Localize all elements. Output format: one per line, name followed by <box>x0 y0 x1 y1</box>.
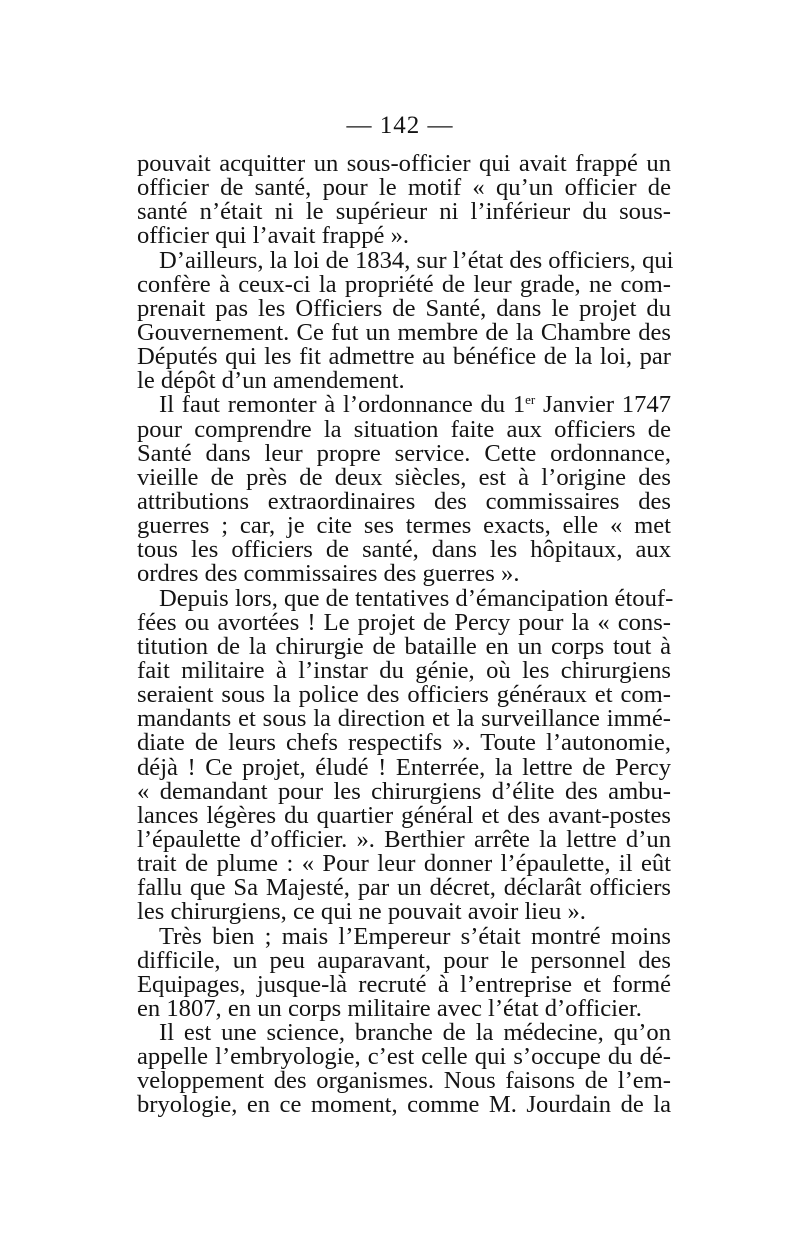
text-line: guerres ; car, je cite ses termes exacts, elle « met <box>137 512 671 540</box>
text-line: appelle l’embryologie, c’est celle qui s’occupe du dé- <box>137 1043 671 1071</box>
text-line: fait militaire à l’instar du génie, où les chirurgiens <box>137 656 671 684</box>
text-line: tous les officiers de santé, dans les hôpitaux, aux <box>137 536 671 564</box>
text-line: santé n’était ni le supérieur ni l’inférieur du sous- <box>137 198 671 226</box>
page-body <box>137 150 674 1119</box>
text-segment: Il faut remonter à l’ordonnance du 1 <box>159 391 526 419</box>
text-line: officier de santé, pour le motif « qu’un officier de <box>137 174 671 202</box>
text-line: vieille de près de deux siècles, est à l’origine des <box>137 463 671 491</box>
text-line: trait de plume : « Pour leur donner l’épaulette, il eût <box>137 850 671 878</box>
paragraph <box>137 922 671 1022</box>
text-line: confère à ceux-ci la propriété de leur grade, ne com- <box>137 270 671 298</box>
text-line: Députés qui les fit admettre au bénéfice de la loi, par <box>137 343 671 371</box>
text-line: Santé dans leur propre service. Cette ordonnance, <box>137 439 671 467</box>
text-line: Depuis lors, que de tentatives d’émancipation étouf- <box>159 584 674 612</box>
text-line: Equipages, jusque-là recruté à l’entreprise et formé <box>137 970 671 998</box>
text-line: diate de leurs chefs respectifs ». Toute l’autonomie, <box>137 729 671 757</box>
text-line: déjà ! Ce projet, éludé ! Enterrée, la lettre de Percy <box>137 753 671 781</box>
text-line: « demandant pour les chirurgiens d’élite des ambu- <box>137 777 671 805</box>
text-line: pouvait acquitter un sous-officier qui avait frappé un <box>137 150 671 177</box>
text-line: D’ailleurs, la loi de 1834, sur l’état des officiers, qui <box>159 246 674 274</box>
text-line: fées ou avortées ! Le projet de Percy pour la « cons- <box>137 608 671 636</box>
text-line: titution de la chirurgie de bataille en un corps tout à <box>137 632 671 660</box>
text-segment: Janvier 1747 <box>535 391 671 419</box>
text-line: le dépôt d’un amendement. <box>137 367 405 395</box>
text-line <box>137 393 671 417</box>
text-line: officier qui l’avait frappé ». <box>137 222 410 250</box>
text-line: fallu que Sa Majesté, par un décret, déclarât officiers <box>137 874 671 902</box>
text-line: l’épaulette d’officier. ». Berthier arrête la lettre d’un <box>137 825 671 853</box>
text-line: pour comprendre la situation faite aux officiers de <box>137 415 671 443</box>
page-number: — 142 — <box>346 112 454 139</box>
paragraph <box>137 152 671 249</box>
paragraph <box>137 1021 671 1118</box>
text-line: les chirurgiens, ce qui ne pouvait avoir lieu ». <box>137 898 586 926</box>
paragraph <box>137 246 674 395</box>
text-line: seraient sous la police des officiers généraux et com- <box>137 681 671 709</box>
text-line: difficile, un peu auparavant, pour le personnel des <box>137 946 671 974</box>
text-line: prenait pas les Officiers de Santé, dans le projet du <box>137 294 671 322</box>
text-line: veloppement des organismes. Nous faisons de l’em- <box>137 1067 671 1095</box>
text-line: Gouvernement. Ce fut un membre de la Chambre des <box>137 318 671 346</box>
text-line: ordres des commissaires des guerres ». <box>137 560 520 588</box>
text-line: Il est une science, branche de la médecine, qu’on <box>159 1019 671 1047</box>
text-line: mandants et sous la direction et la surveillance immé- <box>137 705 671 733</box>
paragraph <box>137 584 674 926</box>
superscript: er <box>525 392 536 408</box>
paragraph <box>137 393 671 586</box>
text-line: bryologie, en ce moment, comme M. Jourdain de la <box>137 1091 671 1119</box>
text-line: Très bien ; mais l’Empereur s’était montré moins <box>159 922 671 950</box>
text-line: attributions extraordinaires des commissaires des <box>137 487 671 515</box>
text-line: lances légères du quartier général et des avant-postes <box>137 801 671 829</box>
text-line: en 1807, en un corps militaire avec l’état d’officier. <box>137 994 642 1022</box>
